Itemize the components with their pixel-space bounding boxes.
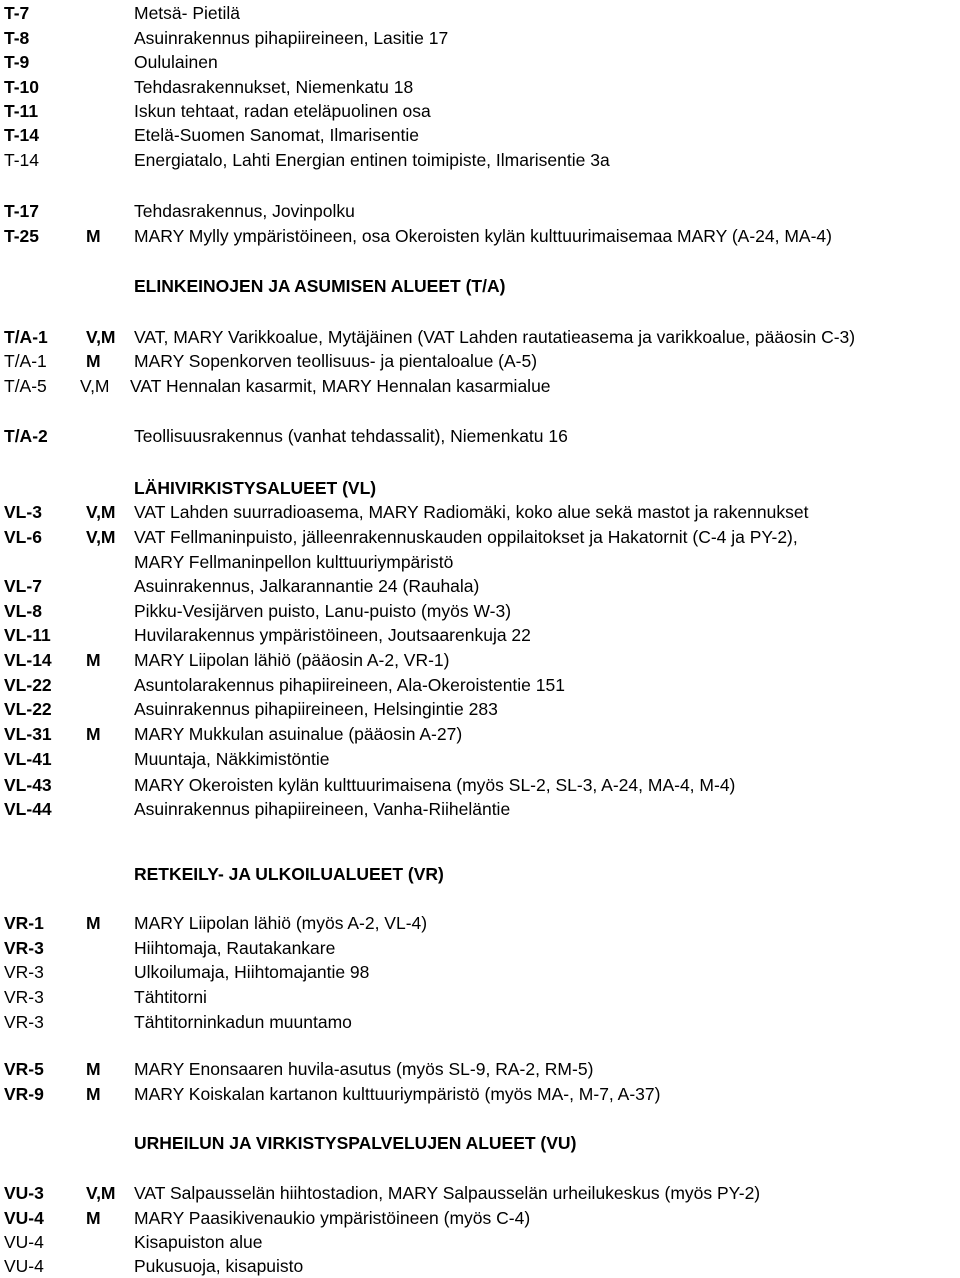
- area-description: Tehdasrakennukset, Niemenkatu 18: [134, 77, 414, 97]
- protection-mark: V,M: [80, 376, 110, 396]
- protection-mark: V,M: [86, 1183, 116, 1203]
- area-description: Energiatalo, Lahti Energian entinen toimipiste, Ilmarisentie 3a: [134, 150, 610, 170]
- area-description: Tehdasrakennus, Jovinpolku: [134, 201, 355, 221]
- area-description: MARY Enonsaaren huvila-asutus (myös SL-9, RA-2, RM-5): [134, 1059, 594, 1079]
- area-description: MARY Sopenkorven teollisuus- ja pientaloalue (A-5): [134, 351, 538, 371]
- section-heading: LÄHIVIRKISTYSALUEET (VL): [134, 478, 377, 498]
- area-code: VR-3: [4, 987, 44, 1007]
- area-description: Oululainen: [134, 52, 218, 72]
- area-code: T-8: [4, 28, 30, 48]
- area-code: T-10: [4, 77, 40, 97]
- protection-mark: M: [86, 1084, 101, 1104]
- area-description: Tähtitorninkadun muuntamo: [134, 1012, 352, 1032]
- area-code: VL-11: [4, 625, 51, 645]
- section-heading: ELINKEINOJEN JA ASUMISEN ALUEET (T/A): [134, 276, 506, 296]
- area-description: Asuntolarakennus pihapiireineen, Ala-Okeroistentie 151: [134, 675, 565, 695]
- area-code: VR-3: [4, 1012, 44, 1032]
- area-description: Pikku-Vesijärven puisto, Lanu-puisto (myös W-3): [134, 601, 512, 621]
- area-code: VL-41: [4, 749, 52, 769]
- area-code: T/A-5: [4, 376, 47, 396]
- area-description: VAT Lahden suurradioasema, MARY Radiomäki, koko alue sekä mastot ja rakennukset: [134, 502, 809, 522]
- area-code: VL-7: [4, 576, 42, 596]
- area-code: T-9: [4, 52, 30, 72]
- area-code: VU-4: [4, 1232, 44, 1252]
- area-description: VAT Salpausselän hiihtostadion, MARY Salpausselän urheilukeskus (myös PY-2): [134, 1183, 761, 1203]
- area-code: T-14: [4, 150, 40, 170]
- protection-mark: M: [86, 724, 101, 744]
- area-description: Muuntaja, Näkkimistöntie: [134, 749, 330, 769]
- area-description: Hiihtomaja, Rautakankare: [134, 938, 336, 958]
- area-code: VL-3: [4, 502, 42, 522]
- area-code: T/A-1: [4, 351, 47, 371]
- area-code: T-14: [4, 125, 40, 145]
- area-code: VL-22: [4, 699, 52, 719]
- area-description: Kisapuiston alue: [134, 1232, 263, 1252]
- section-heading: URHEILUN JA VIRKISTYSPALVELUJEN ALUEET (VU): [134, 1133, 577, 1153]
- area-code: T/A-2: [4, 426, 48, 446]
- area-description: MARY Mylly ympäristöineen, osa Okeroisten kylän kulttuurimaisemaa MARY (A-24, MA-4): [134, 226, 832, 246]
- area-code: VL-44: [4, 799, 52, 819]
- area-description: Huvilarakennus ympäristöineen, Joutsaarenkuja 22: [134, 625, 531, 645]
- area-code: VU-4: [4, 1208, 44, 1228]
- protection-mark: V,M: [86, 527, 116, 547]
- area-code: T/A-1: [4, 327, 48, 347]
- area-code: VL-31: [4, 724, 52, 744]
- area-code: VR-5: [4, 1059, 44, 1079]
- area-description: MARY Fellmaninpellon kulttuuriympäristö: [134, 552, 454, 572]
- protection-mark: V,M: [86, 502, 116, 522]
- area-description: VAT Fellmaninpuisto, jälleenrakennuskauden oppilaitokset ja Hakatornit (C-4 ja PY-2),: [134, 527, 798, 547]
- area-code: VR-9: [4, 1084, 44, 1104]
- area-code: T-25: [4, 226, 40, 246]
- area-description: Asuinrakennus pihapiireineen, Lasitie 17: [134, 28, 449, 48]
- area-code: VU-3: [4, 1183, 44, 1203]
- protection-mark: V,M: [86, 327, 116, 347]
- area-description: Etelä-Suomen Sanomat, Ilmarisentie: [134, 125, 419, 145]
- area-code: VL-43: [4, 775, 52, 795]
- area-code: VR-3: [4, 962, 44, 982]
- area-code: VU-4: [4, 1256, 44, 1276]
- area-code: VL-22: [4, 675, 52, 695]
- area-description: MARY Koiskalan kartanon kulttuuriympäristö (myös MA-, M-7, A-37): [134, 1084, 661, 1104]
- protection-mark: M: [86, 226, 101, 246]
- section-heading: RETKEILY- JA ULKOILUALUEET (VR): [134, 864, 444, 884]
- area-code: VR-1: [4, 913, 44, 933]
- area-code: VL-14: [4, 650, 52, 670]
- area-description: VAT, MARY Varikkoalue, Mytäjäinen (VAT Lahden rautatieasema ja varikkoalue, pääosin C-3): [134, 327, 856, 347]
- area-description: Metsä- Pietilä: [134, 3, 241, 23]
- area-code: T-11: [4, 101, 39, 121]
- area-description: MARY Liipolan lähiö (pääosin A-2, VR-1): [134, 650, 450, 670]
- area-description: Asuinrakennus pihapiireineen, Vanha-Riiheläntie: [134, 799, 511, 819]
- protection-mark: M: [86, 1208, 101, 1228]
- area-description: VAT Hennalan kasarmit, MARY Hennalan kasarmialue: [130, 376, 551, 396]
- area-code: VL-8: [4, 601, 42, 621]
- area-description: Pukusuoja, kisapuisto: [134, 1256, 304, 1276]
- area-description: MARY Liipolan lähiö (myös A-2, VL-4): [134, 913, 428, 933]
- protection-mark: M: [86, 1059, 101, 1079]
- area-description: Ulkoilumaja, Hiihtomajantie 98: [134, 962, 370, 982]
- area-description: Tähtitorni: [134, 987, 207, 1007]
- area-description: MARY Paasikivenaukio ympäristöineen (myös C-4): [134, 1208, 531, 1228]
- area-code: VR-3: [4, 938, 44, 958]
- area-code: VL-6: [4, 527, 42, 547]
- area-description: Iskun tehtaat, radan eteläpuolinen osa: [134, 101, 431, 121]
- area-description: Asuinrakennus pihapiireineen, Helsingintie 283: [134, 699, 498, 719]
- area-description: Asuinrakennus, Jalkarannantie 24 (Rauhala): [134, 576, 480, 596]
- protection-mark: M: [86, 650, 101, 670]
- protection-mark: M: [86, 913, 101, 933]
- area-code: T-17: [4, 201, 40, 221]
- area-description: Teollisuusrakennus (vanhat tehdassalit), Niemenkatu 16: [134, 426, 568, 446]
- area-code: T-7: [4, 3, 30, 23]
- area-description: MARY Okeroisten kylän kulttuurimaisena (myös SL-2, SL-3, A-24, MA-4, M-4): [134, 775, 736, 795]
- protection-mark: M: [86, 351, 101, 371]
- area-description: MARY Mukkulan asuinalue (pääosin A-27): [134, 724, 463, 744]
